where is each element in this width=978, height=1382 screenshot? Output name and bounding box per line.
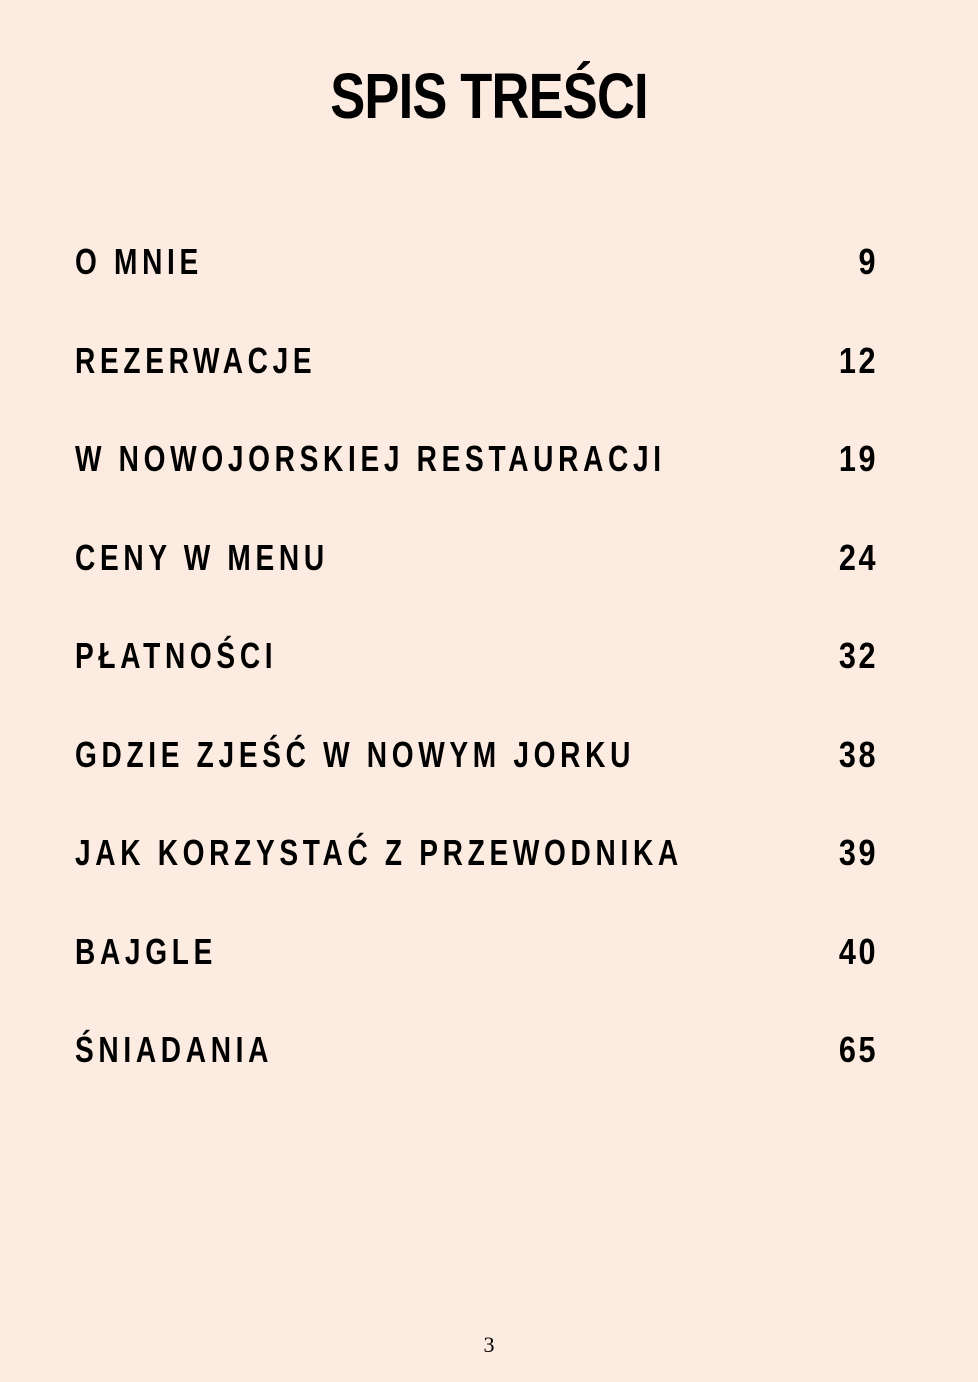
- toc-entry-page: 38: [838, 733, 878, 775]
- toc-entry-rezerwacje[interactable]: [75, 335, 878, 434]
- toc-entry-label: REZERWACJE: [75, 339, 317, 381]
- toc-entry-label: ŚNIADANIA: [75, 1029, 274, 1070]
- toc-entry-gdzie-zjesc[interactable]: [75, 729, 878, 828]
- page-number: 3: [483, 1332, 495, 1357]
- toc-entry-w-nowojorskiej-restauracji[interactable]: [75, 433, 878, 532]
- toc-entry-page: 12: [838, 339, 878, 381]
- toc-entry-platnosci[interactable]: [75, 630, 878, 729]
- page-title: SPIS TREŚCI: [330, 60, 648, 132]
- toc-entry-label: CENY W MENU: [75, 536, 329, 578]
- toc-entry-page: 39: [838, 832, 878, 873]
- toc-entry-page: 24: [838, 536, 878, 578]
- toc-entry-label: PŁATNOŚCI: [75, 635, 278, 676]
- toc-entry-label: W NOWOJORSKIEJ RESTAURACJI: [75, 438, 666, 479]
- toc-entry-label: JAK KORZYSTAĆ Z PRZEWODNIKA: [75, 832, 683, 873]
- toc-entry-bajgle[interactable]: [75, 926, 878, 1025]
- toc-entry-label: BAJGLE: [75, 930, 217, 972]
- toc-entry-page: 9: [858, 241, 878, 282]
- table-of-contents: [75, 236, 878, 1123]
- toc-entry-label: O MNIE: [75, 241, 203, 282]
- toc-entry-page: 40: [838, 930, 878, 972]
- toc-entry-ceny-w-menu[interactable]: [75, 532, 878, 631]
- toc-entry-sniadania[interactable]: [75, 1024, 878, 1123]
- toc-entry-page: 32: [838, 635, 878, 676]
- toc-entry-page: 65: [838, 1029, 878, 1070]
- toc-entry-page: 19: [838, 438, 878, 479]
- toc-entry-jak-korzystac[interactable]: [75, 827, 878, 926]
- toc-entry-label: GDZIE ZJEŚĆ W NOWYM JORKU: [75, 733, 636, 775]
- toc-entry-o-mnie[interactable]: [75, 236, 878, 335]
